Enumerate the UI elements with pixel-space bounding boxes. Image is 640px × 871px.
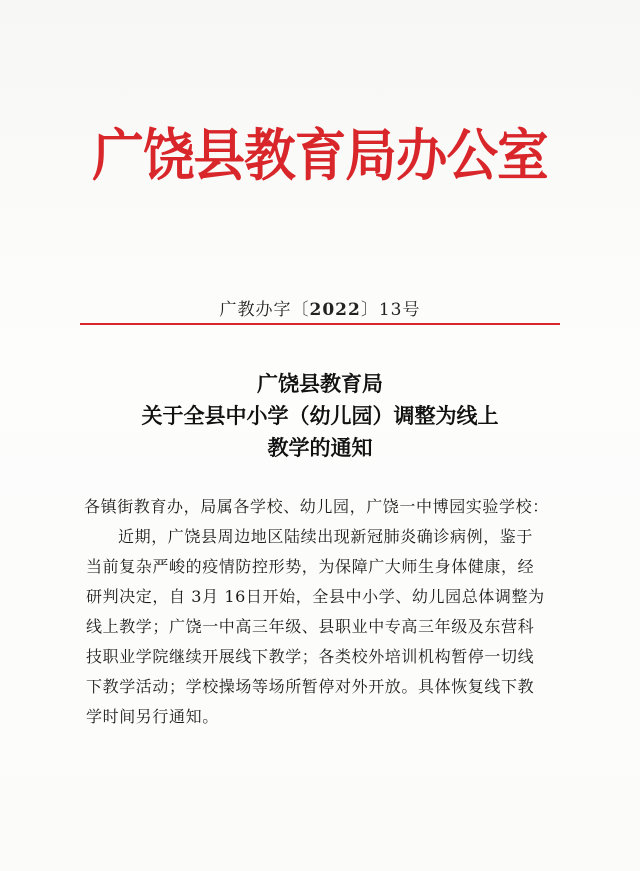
paragraph-line: 学时间另行通知。 xyxy=(86,707,219,726)
paragraph-line: 下教学活动；学校操场等场所暂停对外开放。具体恢复线下教 xyxy=(86,677,535,696)
title-line-3: 教学的通知 xyxy=(267,435,373,460)
document-number-year: 2022 xyxy=(309,300,361,320)
body-paragraph xyxy=(86,522,576,732)
paragraph-line: 研判决定，自 3月 16日开始，全县中小学、幼儿园总体调整为 xyxy=(86,587,545,606)
paragraph-line: 线上教学；广饶一中高三年级、县职业中专高三年级及东营科 xyxy=(86,617,535,636)
notice-body xyxy=(86,492,576,732)
document-number xyxy=(0,295,640,320)
notice-title xyxy=(0,368,640,464)
document-number-suffix: 〕13号 xyxy=(360,300,421,320)
document-number-prefix: 广教办字〔 xyxy=(219,300,310,320)
paragraph-line: 技职业学院继续开展线下教学；各类校外培训机构暂停一切线 xyxy=(86,647,535,666)
issuing-organization-header: 广饶县教育局办公室 xyxy=(92,123,548,189)
title-line-1: 广饶县教育局 xyxy=(257,371,383,396)
red-separator-line xyxy=(80,323,560,325)
paragraph-line: 近期，广饶县周边地区陆续出现新冠肺炎确诊病例，鉴于 xyxy=(118,527,534,546)
title-line-2: 关于全县中小学（幼儿园）调整为线上 xyxy=(141,403,499,428)
salutation: 各镇街教育办，局属各学校、幼儿园，广饶一中博园实验学校： xyxy=(84,497,549,516)
paragraph-line: 当前复杂严峻的疫情防控形势，为保障广大师生身体健康，经 xyxy=(86,557,535,576)
